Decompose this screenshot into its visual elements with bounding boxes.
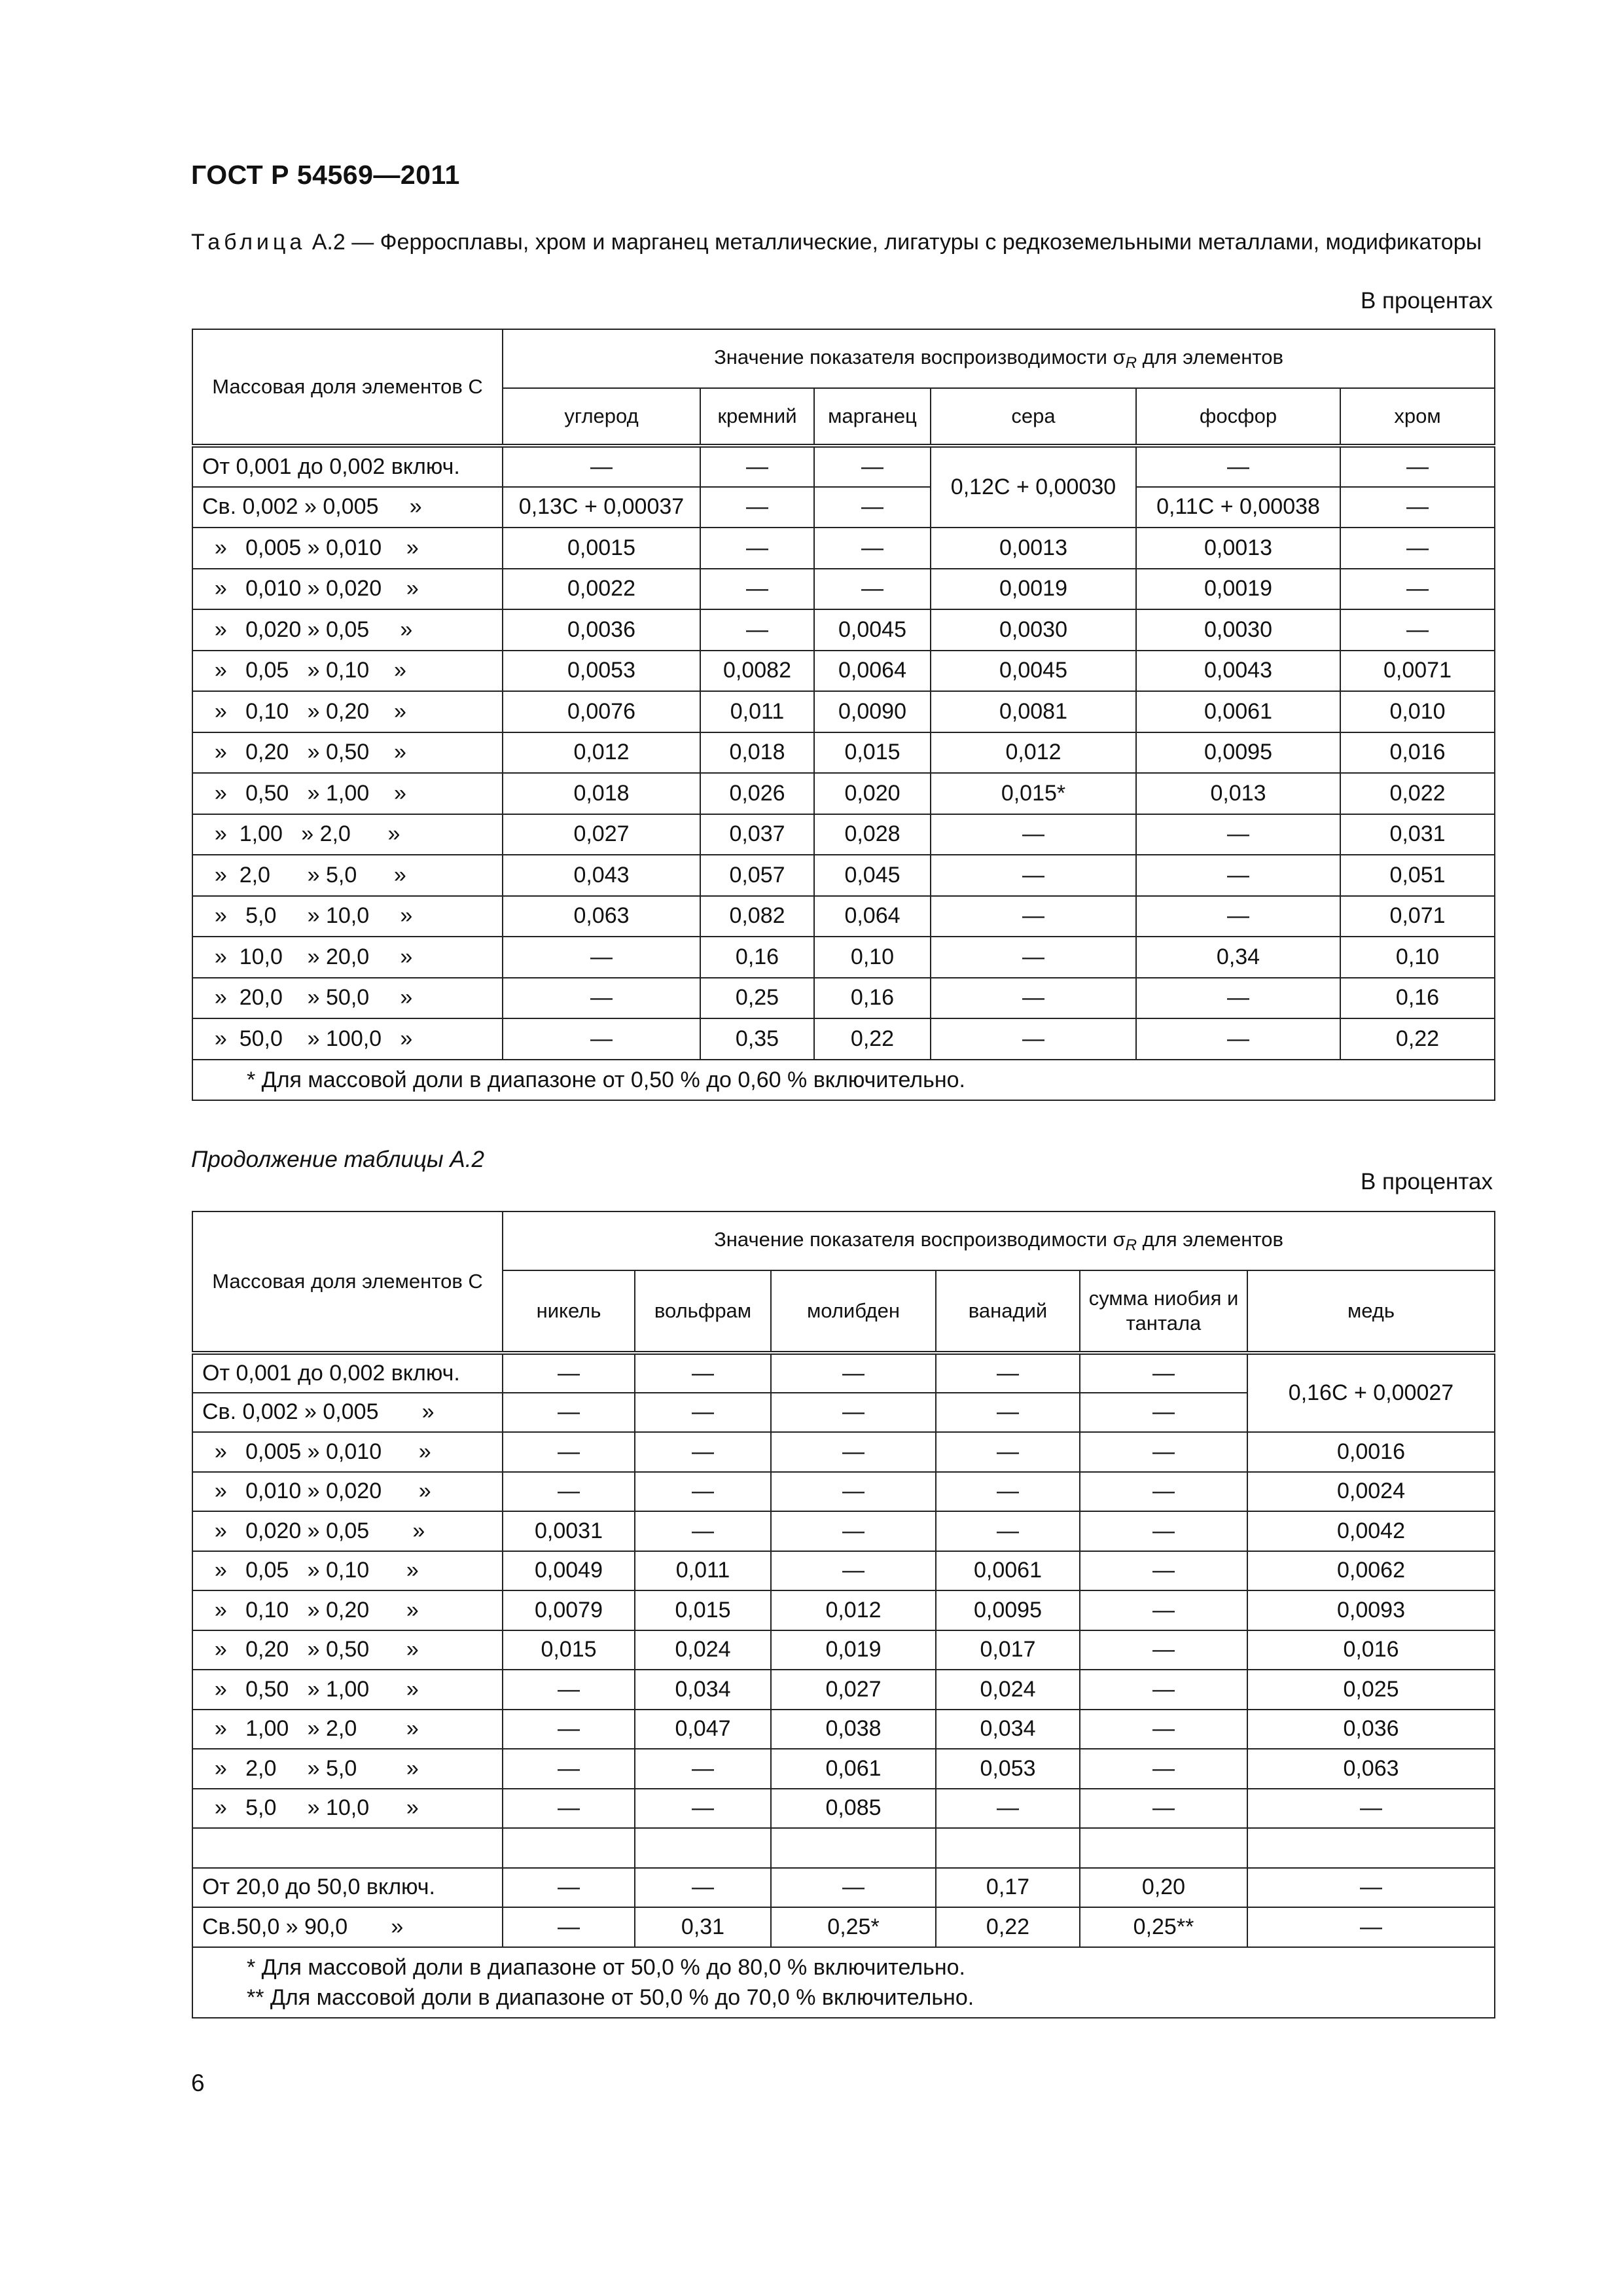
table-cell: 0,063	[1247, 1749, 1495, 1789]
table-cell: 0,019	[771, 1630, 936, 1670]
table-cell: —	[1080, 1393, 1247, 1433]
table1-col0-header: Массовая доля элементов C	[192, 329, 503, 446]
table-cell: 0,010	[1340, 691, 1495, 732]
table-cell: —	[635, 1353, 771, 1393]
table-cell: 0,026	[700, 773, 814, 814]
table-row	[192, 978, 1495, 1019]
table-cell: —	[1080, 1749, 1247, 1789]
table-row	[192, 937, 1495, 978]
table-cell: —	[1080, 1472, 1247, 1512]
row-range-label: » 0,020 » 0,05 »	[192, 609, 503, 651]
table-cell: 0,047	[635, 1710, 771, 1749]
table-row	[192, 487, 1495, 528]
table-row	[192, 1432, 1495, 1472]
table2-col-header: никель	[503, 1270, 635, 1353]
row-range-label: Св.50,0 » 90,0 »	[192, 1907, 503, 1947]
table-cell: 0,018	[503, 773, 700, 814]
table-cell: —	[936, 1472, 1080, 1512]
table-cell: 0,0030	[931, 609, 1136, 651]
table-row	[192, 528, 1495, 569]
table-row	[192, 1789, 1495, 1829]
table-cell: —	[700, 487, 814, 528]
table-cell: 0,35	[700, 1018, 814, 1060]
table-cell: 0,17	[936, 1868, 1080, 1908]
table-cell: 0,016	[1247, 1630, 1495, 1670]
table-cell: —	[1080, 1590, 1247, 1630]
table-cell: 0,0013	[931, 528, 1136, 569]
row-range-label: » 0,005 » 0,010 »	[192, 528, 503, 569]
table-caption	[191, 226, 1493, 258]
table-cell: —	[931, 896, 1136, 937]
footnote-line: * Для массовой доли в диапазоне от 0,50 % до 0,60 % включительно.	[247, 1067, 965, 1092]
table-cell: —	[1247, 1907, 1495, 1947]
table-cell: 0,064	[814, 896, 931, 937]
table2-col-header: ванадий	[936, 1270, 1080, 1353]
table-footnote	[192, 1947, 1495, 2018]
row-range-label: » 0,010 » 0,020 »	[192, 569, 503, 610]
table-cell: 0,16С + 0,00027	[1247, 1353, 1495, 1432]
table-cell: —	[503, 1432, 635, 1472]
table-cell: 0,0062	[1247, 1551, 1495, 1591]
table2-col-header: сумма ниобия и тантала	[1080, 1270, 1247, 1353]
table-cell: —	[503, 1789, 635, 1829]
table-row	[192, 1907, 1495, 1947]
table-cell: 0,10	[1340, 937, 1495, 978]
row-range-label: » 5,0 » 10,0 »	[192, 1789, 503, 1829]
table-cell: 0,085	[771, 1789, 936, 1829]
table-cell: 0,057	[700, 855, 814, 896]
table-cell: 0,031	[1340, 814, 1495, 855]
table-cell: —	[1080, 1710, 1247, 1749]
table-cell: 0,0030	[1136, 609, 1340, 651]
table-cell: —	[814, 487, 931, 528]
table-cell: 0,0045	[931, 651, 1136, 692]
table-cell: —	[771, 1868, 936, 1908]
table-cell: —	[1136, 1018, 1340, 1060]
table-cell: —	[931, 814, 1136, 855]
table-cell: —	[1340, 569, 1495, 610]
table1-col-header: углерод	[503, 388, 700, 446]
table-cell: 0,0045	[814, 609, 931, 651]
table-cell: —	[503, 937, 700, 978]
table-cell: 0,061	[771, 1749, 936, 1789]
row-range-label: » 1,00 » 2,0 »	[192, 814, 503, 855]
row-range-label: От 0,001 до 0,002 включ.	[192, 1353, 503, 1393]
table-row	[192, 569, 1495, 610]
table-cell: —	[1340, 528, 1495, 569]
table-cell: —	[1080, 1630, 1247, 1670]
table-cell: 0,0090	[814, 691, 931, 732]
table-cell	[503, 1828, 635, 1868]
table-cell: 0,011	[635, 1551, 771, 1591]
table-cell: 0,015	[635, 1590, 771, 1630]
table-cell: 0,016	[1340, 732, 1495, 774]
table-row	[192, 651, 1495, 692]
table-cell: 0,015	[503, 1630, 635, 1670]
row-range-label: » 1,00 » 2,0 »	[192, 1710, 503, 1749]
table-cell: 0,0071	[1340, 651, 1495, 692]
table-cell: —	[936, 1393, 1080, 1433]
table-cell: —	[814, 528, 931, 569]
table-cell: —	[503, 1749, 635, 1789]
table-cell: 0,012	[931, 732, 1136, 774]
table-cell: 0,015	[814, 732, 931, 774]
table-row	[192, 732, 1495, 774]
table-cell: 0,16	[700, 937, 814, 978]
table-cell: —	[1340, 609, 1495, 651]
table-cell: —	[700, 609, 814, 651]
table1-col-header: кремний	[700, 388, 814, 446]
table-cell	[1080, 1828, 1247, 1868]
table-cell: 0,0022	[503, 569, 700, 610]
table-cell: —	[635, 1393, 771, 1433]
table-cell: —	[771, 1472, 936, 1512]
table-row	[192, 1828, 1495, 1868]
table-row	[192, 1868, 1495, 1908]
table-row	[192, 1511, 1495, 1551]
footnote-line: * Для массовой доли в диапазоне от 50,0 % до 80,0 % включительно.	[247, 1954, 965, 1980]
table-cell: —	[635, 1511, 771, 1551]
table-cell: —	[635, 1472, 771, 1512]
table-row	[192, 609, 1495, 651]
table-cell: —	[503, 1670, 635, 1710]
table-cell: 0,0043	[1136, 651, 1340, 692]
table-cell: 0,063	[503, 896, 700, 937]
table-cell: —	[503, 1710, 635, 1749]
table-cell: —	[1340, 446, 1495, 487]
table-row	[192, 773, 1495, 814]
table-cell: —	[1136, 896, 1340, 937]
table1-col-header: марганец	[814, 388, 931, 446]
table-cell: 0,0076	[503, 691, 700, 732]
table-cell: 0,0095	[1136, 732, 1340, 774]
table-cell: 0,12С + 0,00030	[931, 446, 1136, 528]
table-cell: 0,16	[1340, 978, 1495, 1019]
table-row	[192, 1353, 1495, 1393]
table-cell: 0,017	[936, 1630, 1080, 1670]
document-code: ГОСТ Р 54569—2011	[191, 160, 460, 190]
table-cell: 0,028	[814, 814, 931, 855]
table-cell: 0,013	[1136, 773, 1340, 814]
row-range-label: » 0,05 » 0,10 »	[192, 1551, 503, 1591]
table-cell: 0,012	[771, 1590, 936, 1630]
table-cell: —	[700, 569, 814, 610]
table-cell: 0,034	[635, 1670, 771, 1710]
table-cell: —	[936, 1789, 1080, 1829]
table-row	[192, 1551, 1495, 1591]
table1-col-header: сера	[931, 388, 1136, 446]
table-cell: 0,038	[771, 1710, 936, 1749]
table-cell: —	[814, 446, 931, 487]
table1-units: В процентах	[1360, 288, 1493, 314]
table-cell: 0,0031	[503, 1511, 635, 1551]
table-cell: —	[1080, 1789, 1247, 1829]
table-row	[192, 1710, 1495, 1749]
footnote-row	[192, 1947, 1495, 2018]
table-footnote	[192, 1060, 1495, 1100]
table-cell: —	[1080, 1353, 1247, 1393]
row-range-label: От 0,001 до 0,002 включ.	[192, 446, 503, 487]
row-range-label: » 5,0 » 10,0 »	[192, 896, 503, 937]
table-cell: —	[936, 1511, 1080, 1551]
table-cell: 0,020	[814, 773, 931, 814]
sigma-symbol: σ	[1113, 1227, 1126, 1251]
table-cell: 0,13С + 0,00037	[503, 487, 700, 528]
table-cell: 0,027	[503, 814, 700, 855]
table-row	[192, 1749, 1495, 1789]
table-cell: 0,22	[814, 1018, 931, 1060]
table-cell: 0,16	[814, 978, 931, 1019]
table1-col-header: фосфор	[1136, 388, 1340, 446]
row-range-label: » 0,50 » 1,00 »	[192, 1670, 503, 1710]
row-range-label: От 20,0 до 50,0 включ.	[192, 1868, 503, 1908]
row-range-label: » 0,20 » 0,50 »	[192, 732, 503, 774]
sigma-symbol: σ	[1113, 345, 1126, 368]
continuation-caption: Продолжение таблицы А.2	[191, 1147, 484, 1172]
table2-group-header: Значение показателя воспроизводимости $\sigma_R$ для элементов	[503, 1211, 1495, 1270]
row-range-label: » 50,0 » 100,0 »	[192, 1018, 503, 1060]
table-cell: 0,0049	[503, 1551, 635, 1591]
table-cell: 0,037	[700, 814, 814, 855]
row-range-label: » 0,50 » 1,00 »	[192, 773, 503, 814]
table-cell: —	[1080, 1511, 1247, 1551]
table-cell: —	[503, 1907, 635, 1947]
table-cell: —	[503, 1353, 635, 1393]
table-row	[192, 814, 1495, 855]
table-cell: 0,0019	[1136, 569, 1340, 610]
table-cell: —	[771, 1393, 936, 1433]
table-cell: 0,20	[1080, 1868, 1247, 1908]
table-cell: 0,043	[503, 855, 700, 896]
table-cell: 0,018	[700, 732, 814, 774]
table-cell: —	[700, 446, 814, 487]
table-row	[192, 855, 1495, 896]
row-range-label: » 2,0 » 5,0 »	[192, 1749, 503, 1789]
table-cell: 0,012	[503, 732, 700, 774]
table-cell: —	[635, 1432, 771, 1472]
table-cell: 0,0064	[814, 651, 931, 692]
table-row	[192, 1018, 1495, 1060]
table-cell: 0,036	[1247, 1710, 1495, 1749]
table-cell: —	[1136, 446, 1340, 487]
table-cell: —	[700, 528, 814, 569]
table2-col-header: медь	[1247, 1270, 1495, 1353]
row-range-label: » 2,0 » 5,0 »	[192, 855, 503, 896]
table-cell: 0,051	[1340, 855, 1495, 896]
table-cell: 0,034	[936, 1710, 1080, 1749]
table-cell: —	[771, 1511, 936, 1551]
row-range-label: Св. 0,002 » 0,005 »	[192, 1393, 503, 1433]
table-cell: —	[1080, 1670, 1247, 1710]
table-cell	[936, 1828, 1080, 1868]
table-cell: —	[635, 1868, 771, 1908]
table-cell: —	[1080, 1432, 1247, 1472]
table-cell: —	[503, 978, 700, 1019]
table-cell: 0,0061	[1136, 691, 1340, 732]
table-cell: —	[1080, 1551, 1247, 1591]
table-cell: —	[1136, 978, 1340, 1019]
table-cell: 0,0053	[503, 651, 700, 692]
table-cell: 0,11С + 0,00038	[1136, 487, 1340, 528]
table-cell: —	[931, 855, 1136, 896]
table-cell: —	[1247, 1789, 1495, 1829]
table-cell: —	[771, 1551, 936, 1591]
row-range-label: » 0,020 » 0,05 »	[192, 1511, 503, 1551]
table-cell: —	[503, 446, 700, 487]
table-cell: 0,25	[700, 978, 814, 1019]
row-range-label: » 20,0 » 50,0 »	[192, 978, 503, 1019]
table-cell: 0,10	[814, 937, 931, 978]
table1-col-header: хром	[1340, 388, 1495, 446]
table-cell: 0,011	[700, 691, 814, 732]
table-cell: 0,22	[1340, 1018, 1495, 1060]
table-cell: 0,25**	[1080, 1907, 1247, 1947]
table-cell: 0,0081	[931, 691, 1136, 732]
table-cell: 0,027	[771, 1670, 936, 1710]
footnote-line: ** Для массовой доли в диапазоне от 50,0 % до 70,0 % включительно.	[247, 1984, 974, 2010]
table-cell: —	[503, 1868, 635, 1908]
table-cell	[1247, 1828, 1495, 1868]
table-cell: —	[1247, 1868, 1495, 1908]
table-cell: 0,025	[1247, 1670, 1495, 1710]
row-range-label: » 0,10 » 0,20 »	[192, 1590, 503, 1630]
table-cell: 0,22	[936, 1907, 1080, 1947]
table-cell: —	[503, 1472, 635, 1512]
row-range-label: Св. 0,002 » 0,005 »	[192, 487, 503, 528]
row-range-label: » 0,005 » 0,010 »	[192, 1432, 503, 1472]
table-cell: —	[931, 937, 1136, 978]
table-row	[192, 1590, 1495, 1630]
table-cell	[635, 1828, 771, 1868]
table-row	[192, 896, 1495, 937]
table1-group-header: Значение показателя воспроизводимости $\sigma_R$ для элементов	[503, 329, 1495, 388]
table-row	[192, 691, 1495, 732]
table2-units: В процентах	[1360, 1169, 1493, 1194]
table-cell: —	[503, 1393, 635, 1433]
table-cell: —	[814, 569, 931, 610]
table-cell: —	[931, 1018, 1136, 1060]
table-cell: —	[1136, 814, 1340, 855]
caption-text: А.2 — Ферросплавы, хром и марганец металлические, лигатуры с редкоземельными металлами, модификаторы	[306, 230, 1482, 255]
table-cell: 0,082	[700, 896, 814, 937]
page-number: 6	[191, 2070, 205, 2096]
table-cell: 0,071	[1340, 896, 1495, 937]
table-cell: —	[635, 1789, 771, 1829]
table-cell: 0,0082	[700, 651, 814, 692]
table2-col-header: молибден	[771, 1270, 936, 1353]
table-cell: 0,0079	[503, 1590, 635, 1630]
table-cell: —	[771, 1353, 936, 1393]
table-2	[192, 1211, 1495, 2018]
table-cell: 0,0095	[936, 1590, 1080, 1630]
row-range-label: » 0,20 » 0,50 »	[192, 1630, 503, 1670]
row-range-label	[192, 1828, 503, 1868]
table-cell: 0,25*	[771, 1907, 936, 1947]
table-row	[192, 1472, 1495, 1512]
table-cell: 0,024	[635, 1630, 771, 1670]
row-range-label: » 0,05 » 0,10 »	[192, 651, 503, 692]
table-cell	[771, 1828, 936, 1868]
table-row	[192, 1630, 1495, 1670]
table-cell: —	[931, 978, 1136, 1019]
table-cell: —	[1340, 487, 1495, 528]
table-cell: —	[936, 1353, 1080, 1393]
table-cell: 0,0036	[503, 609, 700, 651]
table-cell: 0,0061	[936, 1551, 1080, 1591]
table-cell: 0,0016	[1247, 1432, 1495, 1472]
table-cell: —	[503, 1018, 700, 1060]
table-1	[192, 329, 1495, 1101]
footnote-row	[192, 1060, 1495, 1100]
table-cell: 0,0013	[1136, 528, 1340, 569]
table-cell: 0,053	[936, 1749, 1080, 1789]
caption-word: Таблица	[191, 230, 306, 255]
table-cell: 0,045	[814, 855, 931, 896]
table-cell: —	[936, 1432, 1080, 1472]
table-cell: 0,022	[1340, 773, 1495, 814]
row-range-label: » 0,10 » 0,20 »	[192, 691, 503, 732]
row-range-label: » 0,010 » 0,020 »	[192, 1472, 503, 1512]
table-cell: 0,0019	[931, 569, 1136, 610]
table2-col-header: вольфрам	[635, 1270, 771, 1353]
table-row	[192, 446, 1495, 487]
row-range-label: » 10,0 » 20,0 »	[192, 937, 503, 978]
table-cell: —	[771, 1432, 936, 1472]
table-cell: 0,015*	[931, 773, 1136, 814]
table-cell: 0,0093	[1247, 1590, 1495, 1630]
table-cell: —	[1136, 855, 1340, 896]
table-cell: —	[635, 1749, 771, 1789]
table-row	[192, 1670, 1495, 1710]
table-cell: 0,34	[1136, 937, 1340, 978]
table-cell: 0,024	[936, 1670, 1080, 1710]
table-cell: 0,0024	[1247, 1472, 1495, 1512]
table2-col0-header: Массовая доля элементов C	[192, 1211, 503, 1353]
table-cell: 0,31	[635, 1907, 771, 1947]
table-cell: 0,0015	[503, 528, 700, 569]
table-cell: 0,0042	[1247, 1511, 1495, 1551]
